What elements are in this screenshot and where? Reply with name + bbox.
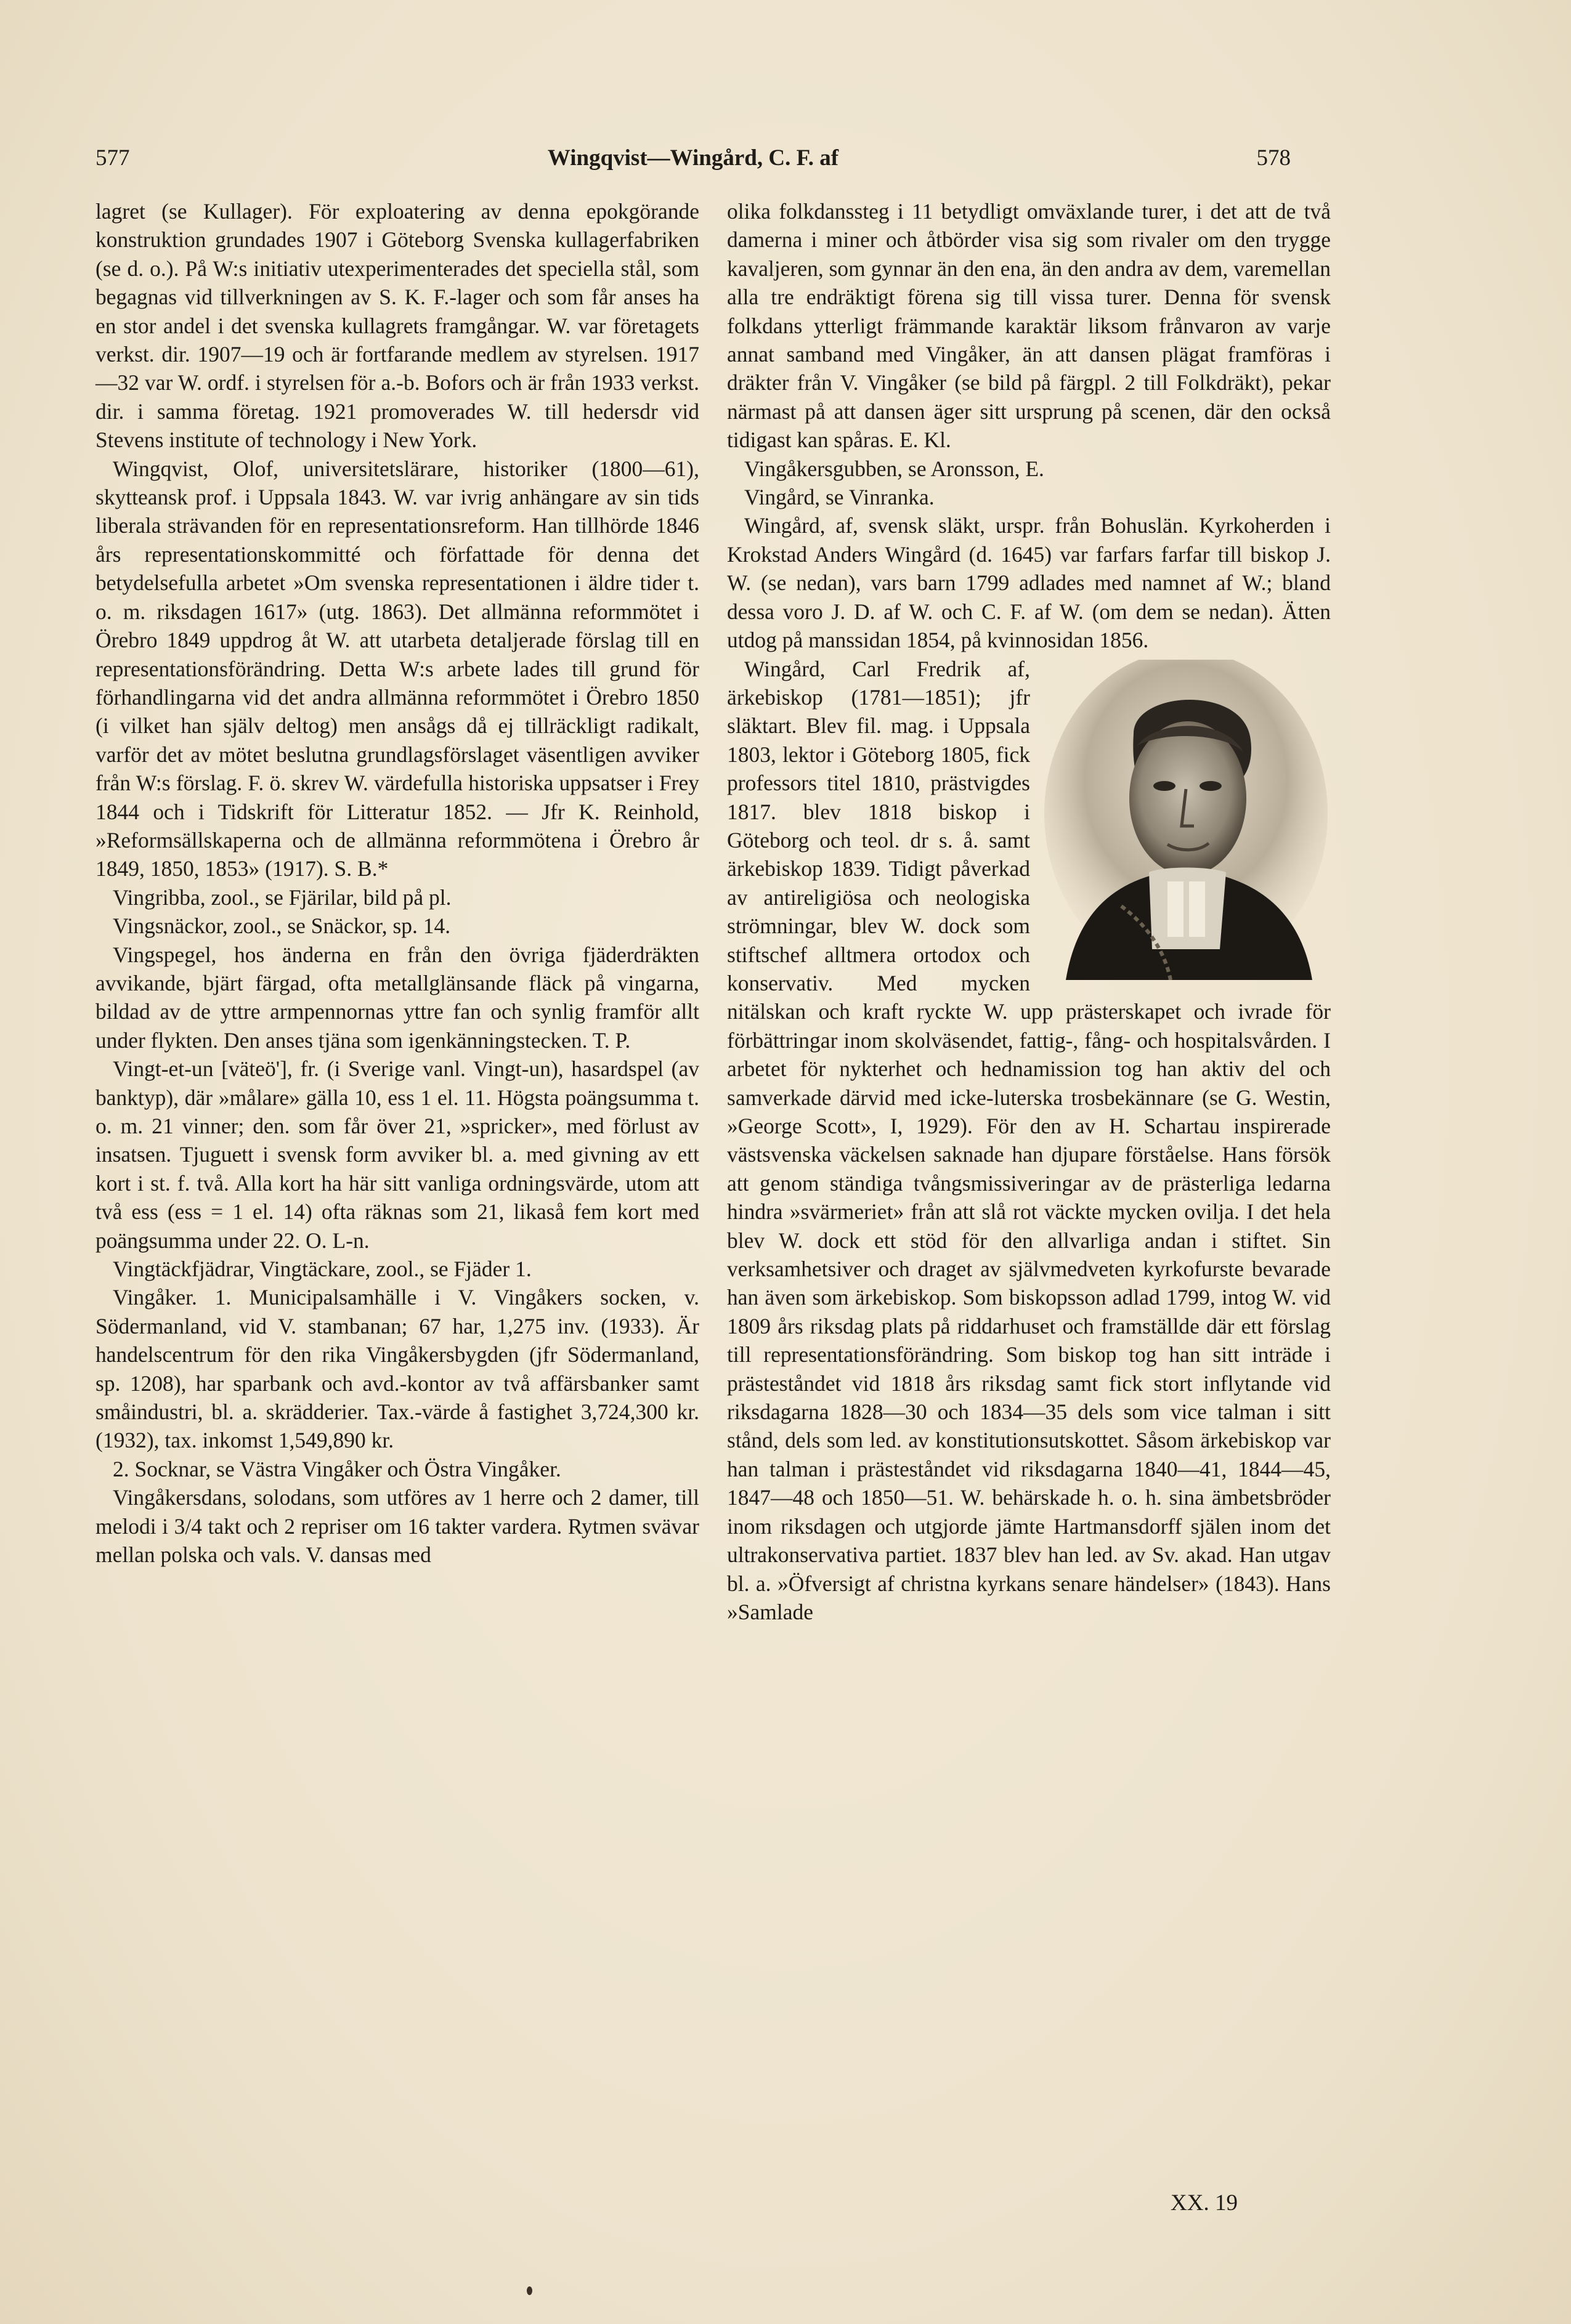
paragraph: lagret (se Kullager). För exploatering av denna epokgörande konstruktion grundades 1907 i Göteborg Svenska kullagerfabriken (se d. o.). På W:s initiativ utexperimenterades det speciella stål, som begagnas vid tillverkningen av S. K. F.-lager och som får anses ha en stor andel i det svenska kullagrets framgångar. W. var företagets verkst. dir. 1907—19 och är fortfarande medlem av styrelsen. 1917—32 var W. ordf. i styrelsen för a.-b. Bofors och är från 1933 verkst. dir. i samma företag. 1921 promoverades W. till hedersdr vid Stevens institute of technology i New York.	[95, 199, 699, 453]
signature-mark: XX. 19	[1171, 2190, 1238, 2216]
entry-vingakersdans: Vingåkersdans, solodans, som utföres av 1 herre och 2 damer, till melodi i 3/4 takt och 2 repriser om 16 takter vardera. Rytmen svävar mellan polska och vals. V. dansas med	[95, 1485, 699, 1568]
entry-wingard-carl-fredrik: Wingård, Carl Fredrik af, ärkebiskop (1781—1851); jfr släktart. Blev fil. mag. i Uppsala 1803, lektor i Göteborg 1805, fick professors titel 1810, prästvigdes 1817. blev 1818 biskop i Göteborg och teol. dr s. å. samt ärkebiskop 1839. Tidigt påverkad av antireligiösa och neologiska strömningar, blev W. dock som stiftschef alltmera ortodox och konservativ. Med mycken nitälskan och kraft ryckte W. upp prästerskapet och ivrade för förbättringar inom skolväsendet, fattig-, fång- och hospitalsvården. I arbetet för nykterhet och hednamission tog han aktiv del och samverkade därvid med icke-luterska trosbekännare (se G. Westin, »George Scott», I, 1929). För den av H. Schartau inspirerade västsvenska väckelsen saknade han djupare förståelse. Hans försök att genom ständiga tvångsmissiveringar av de prästerliga ledarna hindra »svärmeriet» från att slå rot väckte mycken ovilja. I det hela blev W. dock ett stöd för den allvarliga andan i stiftet. Sin verksamhetsiver och draget av självmedveten kyrkofurste bevarade han även som ärkebiskop. Som biskopsson adlad 1799, intog W. vid 1809 års riksdag plats på riddarhuset och framställde där ett förslag till representationsförändring. Som biskop tog han sitt inträde i prästeståndet vid 1818 års riksdag samt fick stort inflytande vid riksdagarna 1828—30 och 1834—35 dels som vice talman i sitt stånd, dels som led. av konstitutionsutskottet. Såsom ärkebiskop var han talman i prästeståndet vid riksdagarna 1840—41, 1844—45, 1847—48 och 1850—51. W. behärskade h. o. h. sina ämbetsbröder inom riksdagen och utgjorde jämte Hartmansdorff själen inom det ultrakonservativa partiet. 1837 blev han led. av Sv. akad. Han utgav bl. a. »Öfversigt af christna kyrkans senare händelser» (1843). Hans »Samlade	[727, 656, 1331, 1624]
right-column	[727, 197, 1331, 1626]
page-number-left: 577	[95, 145, 130, 171]
entry-vingard: Vingård, se Vinranka.	[744, 485, 935, 510]
entry-vingaker-2: 2. Socknar, se Västra Vingåker och Östra Vingåker.	[113, 1456, 561, 1481]
entry-wingard-slakt: Wingård, af, svensk släkt, urspr. från Bohuslän. Kyrkoherden i Krokstad Anders Wingård (d. 1645) var farfars farfar till biskop J. W. (se nedan), vars barn 1799 adlades med namnet af W.; bland dessa voro J. D. af W. och C. F. af W. (om dem se nedan). Ätten utdog på manssidan 1854, på kvinnosidan 1856.	[727, 513, 1331, 653]
printer-mark	[527, 2286, 532, 2295]
entry-vingaker: Vingåker. 1. Municipalsamhälle i V. Vingåkers socken, v. Södermanland, vid V. stambanan; 67 har, 1,275 inv. (1933). Är handelscentrum för den rika Vingåkersbygden (jfr Södermanland, sp. 1208), har sparbank och avd.-kontor av två affärsbanker samt småindustri, bl. a. skrädderier. Tax.-värde å fastighet 3,724,300 kr. (1932), tax. inkomst 1,549,890 kr.	[95, 1285, 699, 1453]
entry-vingspegel: Vingspegel, hos änderna en från den övriga fjäderdräkten avvikande, bjärt färgad, ofta metallglänsande fläck på vingarna, bildad av de yttre armpennornas yttre fan och synlig framför allt under flykten. Den anses tjäna som igenkänningstecken. T. P.	[95, 942, 699, 1053]
entry-vingt-et-un: Vingt-et-un [vätеö'], fr. (i Sverige vanl. Vingt-un), hasardspel (av banktyp), där »målare» gälla 10, ess 1 el. 11. Högsta poängsumma t. o. m. 21 vinner; den. som får över 21, »spricker», med förlust av insatsen. Tjuguett i svensk form avviker bl. a. med givning av ett kort i st. f. två. Alla kort ha här sitt vanliga ordningsvärde, utom att två ess (ess = 1 el. 14) ofta räknas som 21, likaså fem kort med poängsumma under 22. O. L-n.	[95, 1056, 699, 1253]
entry-vingribba: Vingribba, zool., se Fjärilar, bild på pl.	[113, 885, 452, 910]
left-column	[95, 197, 699, 1569]
entry-vingtackfjadrar: Vingtäckfjädrar, Vingtäckare, zool., se Fjäder 1.	[113, 1257, 532, 1282]
entry-vingsnackor: Vingsnäckor, zool., se Snäckor, sp. 14.	[113, 913, 451, 939]
paragraph: olika folkdanssteg i 11 betydligt omväxlande turer, i det att de två damerna i miner och åtbörder visa sig som rivaler om den trygge kavaljeren, som gynnar än den ena, än den andra av dem, varemellan alla tre endräktigt förena sig till vissa turer. Denna för svensk folkdans ytterligt främmande karaktär liksom frånvaron av varje annat samband med Vingåker, än att dansen plägat framföras i dräkter från V. Vingåker (se bild på färgpl. 2 till Folkdräkt), pekar närmast på att dansen äger sitt ursprung på scenen, där den också tidigast kan spåras. E. Kl.	[727, 199, 1331, 453]
page-number-right: 578	[1256, 145, 1291, 171]
entry-wingqvist-olof: Wingqvist, Olof, universitetslärare, historiker (1800—61), skytteansk prof. i Uppsala 1843. W. var ivrig anhängare av sin tids liberala strävanden för en representationsreform. Han tillhörde 1846 års representationskommitté och författade för denna det betydelsefulla arbetet »Om svenska representationen i äldre tider t. o. m. riksdagen 1617» (utg. 1863). Det allmänna reformmötet i Örebro 1849 uppdrog åt W. att utarbeta detaljerade förslag till en representationsförändring. Detta W:s arbete lades till grund för förhandlingarna vid det andra allmänna reformmötet i Örebro 1850 (i vilket han själv deltog) men ansågs då ej tillräckligt radikalt, varför det av mötet beslutna grundlagsförslaget väsentligen avviker från W:s förslag. F. ö. skrev W. värdefulla historiska uppsatser i Frey 1844 och i Tidskrift för Litteratur 1852. — Jfr K. Reinhold, »Reformsällskaperna och de allmänna reformmötena i Örebro år 1849, 1850, 1853» (1917). S. B.*	[95, 456, 699, 881]
portrait-engraving	[1041, 660, 1331, 980]
running-header	[95, 145, 1291, 182]
running-title: Wingqvist—Wingård, C. F. af	[547, 145, 839, 171]
entry-vingakersgubben: Vingåkersgubben, se Aronsson, E.	[744, 456, 1044, 481]
